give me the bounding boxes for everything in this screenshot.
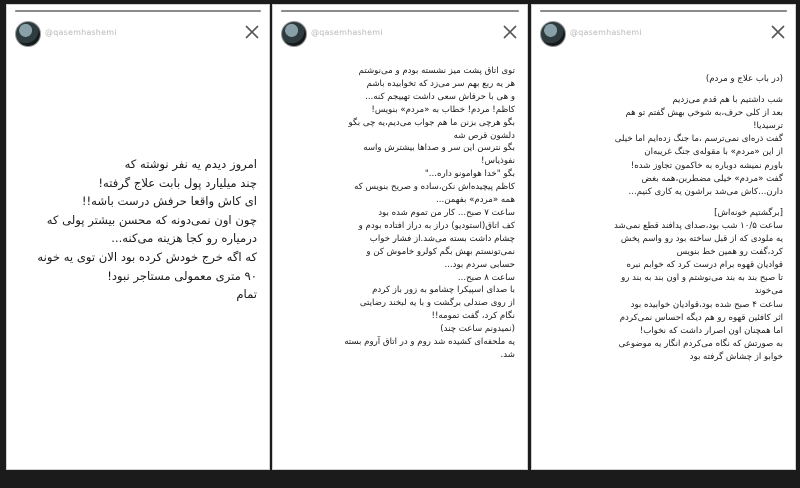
story-line: ترسیدیا! — [753, 121, 783, 132]
story-line: از این «مردم» با مقوله‌ی جنگ غریبه‌ان — [644, 147, 783, 158]
close-icon[interactable] — [501, 23, 519, 41]
story-text — [285, 65, 515, 362]
avatar[interactable] — [281, 21, 307, 47]
story-text — [544, 73, 783, 364]
story-line: می‌خوند — [754, 286, 783, 297]
progress-fill — [540, 10, 787, 12]
story-line: اما همچنان اون اصرار داشت که نخواب! — [639, 325, 783, 336]
story-panel-1 — [6, 4, 270, 470]
story-line: با صدای اسپیکرا چشامو به زور باز کردم — [372, 285, 515, 296]
story-line: کاظم پیچیده‌اش نکن،ساده و صریح بنویس که — [354, 182, 515, 193]
line-gap — [544, 199, 783, 207]
story-line: از روی صندلی برگشت و با یه لبخند رضایتی — [359, 298, 515, 309]
story-header — [281, 21, 519, 47]
story-line: یه ملحفه‌ای کشیده شد روم و در اتاق آروم بسته — [344, 337, 515, 348]
story-line: شب داشتیم با هم قدم می‌زدیم — [672, 95, 783, 106]
story-line: ای کاش واقعا حرفش درست باشه!! — [81, 194, 257, 209]
story-header — [15, 21, 261, 47]
story-line: همه «مردم» بفهمن... — [436, 195, 515, 206]
avatar[interactable] — [15, 21, 41, 47]
story-line: گفت «مردم» خیلی مضطربن،همه بغض — [641, 173, 783, 184]
story-line: باورم نمیشه دوباره به خاکمون تجاوز شده! — [630, 160, 783, 171]
story-line: حسابی سردم بود... — [444, 259, 515, 270]
username[interactable]: @qasemhashemi — [311, 28, 383, 37]
story-line: که اگه خرج خودش کرده بود الان توی یه خونه — [37, 249, 257, 264]
story-line: بگو "خدا هوامونو داره..." — [424, 169, 515, 180]
line-gap — [544, 86, 783, 94]
story-header — [540, 21, 787, 47]
story-line: ساعت ۴ صبح شده بود،قوادیان خوابیده بود — [630, 299, 783, 310]
story-line: بگو هرچی بزنن ما هم جواب می‌دیم،یه چی بگو — [348, 117, 515, 128]
story-line: بگو نترسن این سر و صداها بیشترش واسه — [363, 143, 515, 154]
story-line: قوادیان قهوه برام درست کرد که خوابم نبره — [626, 260, 783, 271]
story-line: کاظم! مردم! خطاب به «مردم» بنویس! — [371, 104, 515, 115]
story-line: چند میلیارد پول بابت علاج گرفته! — [98, 175, 257, 190]
story-line: ۹۰ متری معمولی مستاجر نبود! — [107, 268, 257, 283]
story-line: چون اون نمی‌دونه که محسن بیشتر پولی که — [46, 212, 257, 227]
story-line: امروز دیدم یه نفر نوشته که — [124, 157, 257, 171]
story-line: اثر کافئین قهوه رو هم دیگه احساس نمی‌کردم — [619, 312, 783, 323]
story-line: و هی با حرفاش سعی داشت تهییجم کنه... — [365, 91, 515, 102]
story-line: کرد،گفت رو همین خط بنویس — [676, 247, 783, 258]
username[interactable]: @qasemhashemi — [570, 28, 642, 37]
story-line: گفت ذره‌ای نمی‌ترسم ،ما جنگ زده‌ایم اما خیلی — [614, 134, 783, 145]
story-line: (در باب علاج و مردم) — [705, 74, 783, 84]
progress-fill — [15, 10, 261, 12]
story-line: یه ملودی که از قبل ساخته بود رو واسم پخش — [620, 234, 783, 245]
story-line: شد. — [500, 349, 515, 360]
story-panel-2 — [272, 4, 528, 470]
progress-fill — [281, 10, 519, 12]
story-line: تا صبح بند به بند می‌نوشتم و اون بند به بند رو — [621, 273, 783, 284]
story-line: نفوذیاس! — [481, 156, 515, 167]
username[interactable]: @qasemhashemi — [45, 28, 117, 37]
story-line: ساعت ۷ صبح... کار من تموم شده بود — [378, 207, 515, 218]
story-line: چشام داشت بسته می‌شد.از فشار خواب — [369, 233, 515, 244]
story-line: نگام کرد، گفت تمومه!! — [431, 311, 515, 322]
story-line: (نمیدونم ساعت چند) — [440, 324, 515, 335]
story-line: بعد از کلی حرف،به شوخی بهش گفتم تو هم — [625, 108, 783, 119]
avatar[interactable] — [540, 21, 566, 47]
story-line: به صورتش که نگاه می‌کردم انگار یه موضوعی — [618, 338, 783, 349]
story-progress-bar — [540, 10, 787, 12]
story-line: درمیاره رو کجا هزینه می‌کنه... — [111, 231, 257, 246]
story-line: دلشون قرص شه — [453, 130, 515, 141]
story-line: ساعت ۱۰/۵ شب بود،صدای پدافند قطع نمی‌شد — [614, 220, 783, 231]
story-line: خوابو از چشاش گرفته بود — [689, 351, 783, 362]
story-progress-bar — [281, 10, 519, 12]
story-line: هر یه ربع بهم سر می‌زد که تخوابیده باشم — [366, 78, 515, 89]
story-line: [برگشتیم خونه‌اش] — [714, 207, 783, 218]
story-line: دارن...کاش می‌شد براشون یه کاری کنیم... — [628, 186, 783, 197]
story-line: نمی‌تونستم بهش بگم کولرو خاموش کن و — [366, 246, 515, 257]
story-line: توی اتاق پشت میز نشسته بودم و می‌نوشتم — [358, 66, 515, 76]
story-progress-bar — [15, 10, 261, 12]
story-text — [19, 155, 257, 304]
story-line: تمام — [236, 287, 257, 302]
story-panel-3 — [531, 4, 796, 470]
story-line: ساعت ۸ صبح... — [457, 272, 515, 283]
close-icon[interactable] — [243, 23, 261, 41]
story-line: کف اتاق(استودیو) دراز به دراز افتاده بودم و — [358, 220, 515, 231]
close-icon[interactable] — [769, 23, 787, 41]
